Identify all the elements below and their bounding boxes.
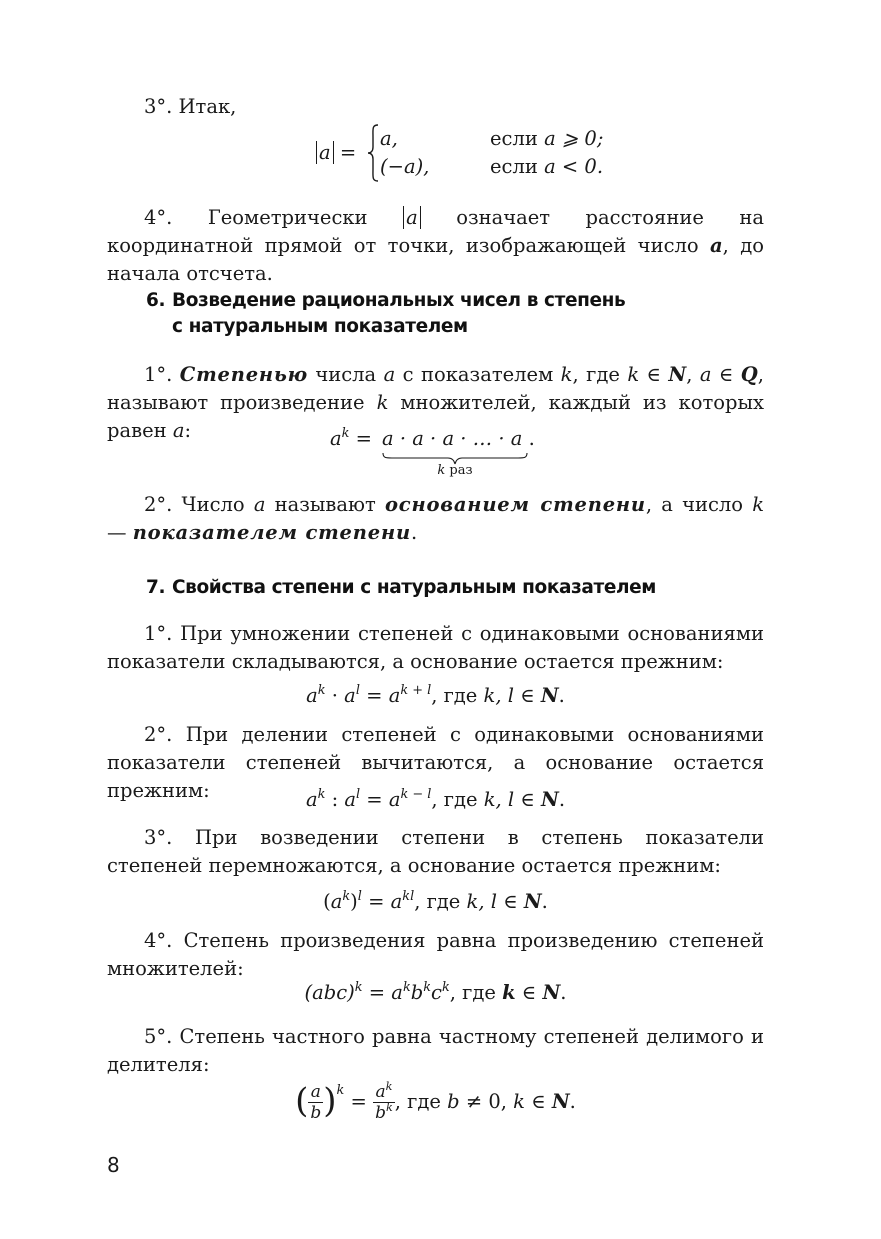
- abs-case-2: (−a),: [380, 155, 430, 178]
- section-6-heading: 6. Возведение рациональных чисел в степень с натуральным показателем: [146, 290, 626, 337]
- section-7-paragraph-3: 3°. При возведении степени в степень показатели степеней перемножаются, а основание остается прежним:: [107, 826, 764, 877]
- underbrace-label: k раз: [437, 463, 473, 478]
- formula-power-of-quotient: ( $\frac{a}{b}$ )$^k$ = $\frac{a^k}{b^k}$ , где b ≠ 0, k ∈ N.: [295, 1080, 576, 1123]
- section-7-heading: 7. Свойства степени с натуральным показателем: [146, 577, 656, 598]
- curly-brace-icon: [366, 123, 380, 183]
- section-6-paragraph-2: 2°. Число a называют основанием степени, а число k — показателем степени.: [107, 493, 765, 544]
- fraction-a-over-b: $\frac{a}{b}$: [310, 1082, 322, 1123]
- fraction-ak-over-bk: $\frac{a^k}{b^k}$: [375, 1080, 393, 1123]
- power-lhs: $a^k$ =: [330, 426, 372, 450]
- paragraph-4: 4°. Геометрически a означает расстояние на координатной прямой от точки, изображающей число a, до начала отсчета.: [107, 206, 764, 285]
- formula-multiplication: $a^k \cdot a^l = a^{k + l}$, где k, l ∈ N.: [306, 683, 565, 707]
- section-7-paragraph-2: 2°. При делении степеней с одинаковыми основаниями показатели степеней вычитаются, а основание остается прежним:: [107, 723, 764, 802]
- formula-division: $a^k$ : $a^l = a^{k - l}$, где k, l ∈ N.: [305, 787, 566, 811]
- power-product: a · a · a · … · a .: [382, 427, 535, 450]
- formula-power-of-product: $(abc)^k = a^kb^kc^k$, где k ∈ N.: [304, 980, 567, 1004]
- abs-case-1-condition: если a ⩾ 0;: [490, 127, 604, 150]
- abs-value-formula: [316, 121, 616, 185]
- paragraph-3-lead: 3°. Итак,: [144, 95, 237, 118]
- section-7-paragraph-1: 1°. При умножении степеней с одинаковыми основаниями показатели складываются, а основание остается прежним:: [107, 622, 764, 673]
- section-7-paragraph-5: 5°. Степень частного равна частному степеней делимого и делителя:: [107, 1025, 764, 1076]
- abs-case-1: a,: [380, 127, 398, 150]
- abs-case-2-condition: если a < 0.: [490, 155, 604, 178]
- formula-power-of-power: $(a^k)^l = a^{kl}$, где k, l ∈ N.: [323, 889, 548, 913]
- section-7-paragraph-4: 4°. Степень произведения равна произведению степеней множителей:: [107, 929, 764, 980]
- power-definition-formula: [330, 425, 570, 481]
- page-number: 8: [107, 1153, 120, 1177]
- section-6-paragraph-1: 1°. Степенью числа a с показателем k, где k ∈ N, a ∈ Q, называют произведение k множителей, каждый из которых равен a:: [107, 363, 764, 442]
- abs-lhs: a =: [316, 139, 356, 167]
